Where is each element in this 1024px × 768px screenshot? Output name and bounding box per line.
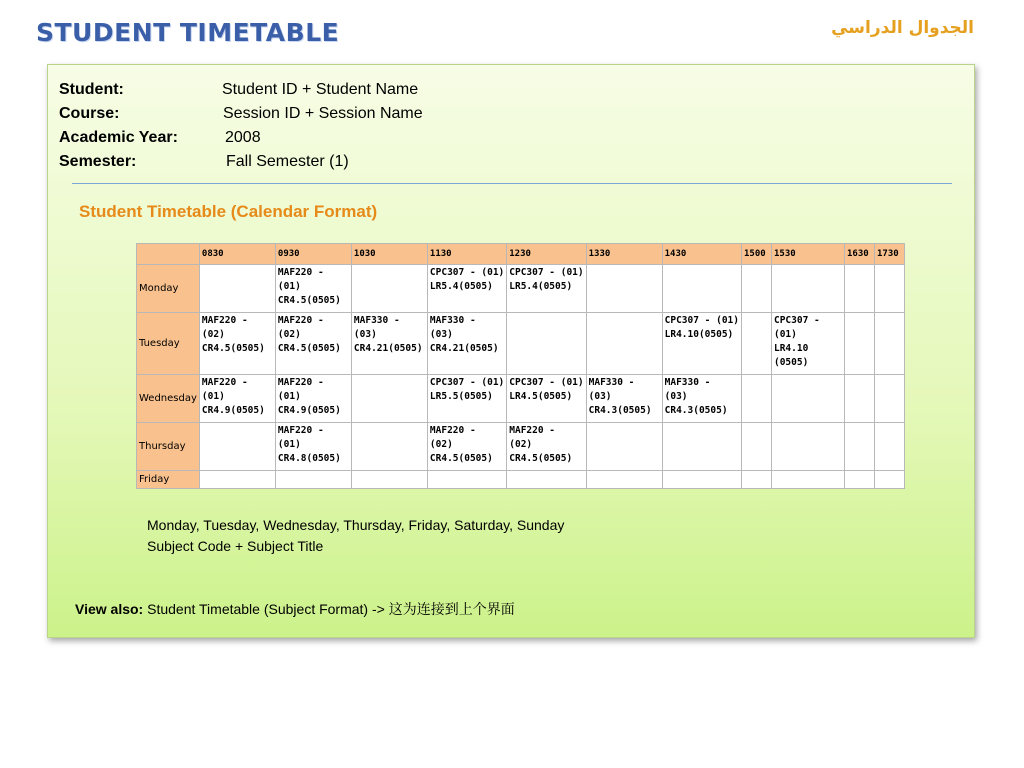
timetable-cell bbox=[275, 313, 351, 375]
header-cell: 1530 bbox=[771, 244, 844, 265]
view-also bbox=[75, 599, 515, 619]
day-cell: Monday bbox=[137, 265, 200, 313]
cell-text: MAF220 - (02) CR4.5(0505) bbox=[201, 315, 265, 354]
timetable-cell bbox=[586, 471, 662, 489]
timetable-cell bbox=[351, 265, 427, 313]
timetable-cell bbox=[586, 265, 662, 313]
timetable-cell bbox=[662, 313, 741, 375]
cell-text: MAF220 - (02) CR4.5(0505) bbox=[509, 425, 573, 464]
cell-text: MAF220 - (02) CR4.5(0505) bbox=[429, 425, 493, 464]
timetable-cell bbox=[427, 375, 506, 423]
header-cell bbox=[137, 244, 200, 265]
header-cell: 1130 bbox=[427, 244, 506, 265]
cell-text: MAF330 - (03) CR4.3(0505) bbox=[588, 377, 652, 416]
table-row bbox=[137, 423, 905, 471]
timetable-cell bbox=[771, 423, 844, 471]
arabic-title: الجدوال الدراسي bbox=[831, 18, 974, 38]
timetable-cell bbox=[844, 375, 874, 423]
info-value: 2008 bbox=[225, 129, 261, 146]
timetable-cell bbox=[507, 471, 586, 489]
note-days: Monday, Tuesday, Wednesday, Thursday, Friday, Saturday, Sunday bbox=[147, 517, 565, 533]
timetable-cell bbox=[662, 375, 741, 423]
timetable-cell bbox=[662, 423, 741, 471]
info-label: Academic Year: bbox=[59, 129, 178, 146]
cell-text: MAF330 - (03) CR4.21(0505) bbox=[429, 315, 499, 354]
page-title: STUDENT TIMETABLE bbox=[36, 18, 340, 47]
timetable-cell bbox=[874, 375, 904, 423]
timetable-cell bbox=[351, 423, 427, 471]
cell-text: MAF220 - (01) CR4.9(0505) bbox=[201, 377, 265, 416]
timetable-cell bbox=[427, 423, 506, 471]
header-cell: 1330 bbox=[586, 244, 662, 265]
timetable-cell bbox=[275, 265, 351, 313]
timetable-cell bbox=[351, 313, 427, 375]
timetable-cell bbox=[199, 313, 275, 375]
timetable-cell bbox=[844, 313, 874, 375]
cell-text: CPC307 - (01) LR4.5(0505) bbox=[509, 377, 584, 402]
cell-text: CPC307 - (01) LR5.5(0505) bbox=[429, 377, 505, 402]
timetable-cell bbox=[275, 375, 351, 423]
timetable-cell bbox=[844, 471, 874, 489]
table-row bbox=[137, 375, 905, 423]
timetable-cell bbox=[662, 265, 741, 313]
cell-text: MAF220 - (02) CR4.5(0505) bbox=[277, 315, 341, 354]
section-title: Student Timetable (Calendar Format) bbox=[79, 202, 378, 221]
cell-text: MAF220 - (01) CR4.8(0505) bbox=[277, 425, 341, 464]
day-cell: Thursday bbox=[137, 423, 200, 471]
timetable-header-row bbox=[137, 244, 905, 265]
timetable-cell bbox=[741, 313, 771, 375]
cell-text: CPC307 - (01) LR4.10 (0505) bbox=[773, 315, 820, 368]
timetable-cell bbox=[741, 471, 771, 489]
view-also-label: View also: bbox=[75, 601, 144, 617]
timetable-cell bbox=[771, 471, 844, 489]
timetable-cell bbox=[199, 423, 275, 471]
header-cell: 1630 bbox=[844, 244, 874, 265]
info-label: Course: bbox=[59, 105, 120, 122]
timetable-cell bbox=[741, 265, 771, 313]
info-value: Fall Semester (1) bbox=[226, 153, 349, 170]
timetable-cell bbox=[874, 265, 904, 313]
timetable-cell bbox=[275, 423, 351, 471]
cell-text: MAF220 - (01) CR4.5(0505) bbox=[277, 267, 341, 306]
header-cell: 1430 bbox=[662, 244, 741, 265]
timetable-cell bbox=[351, 471, 427, 489]
timetable-cell bbox=[874, 313, 904, 375]
notes bbox=[147, 515, 564, 557]
timetable-cell bbox=[199, 265, 275, 313]
cell-text: MAF330 - (03) CR4.21(0505) bbox=[353, 315, 423, 354]
note-subject: Subject Code + Subject Title bbox=[147, 538, 324, 554]
timetable-cell bbox=[507, 375, 586, 423]
cell-text: CPC307 - (01) LR4.10(0505) bbox=[664, 315, 739, 340]
timetable-cell bbox=[586, 375, 662, 423]
timetable-cell bbox=[844, 265, 874, 313]
content-panel bbox=[47, 64, 975, 638]
timetable-cell bbox=[874, 471, 904, 489]
header-cell: 0930 bbox=[275, 244, 351, 265]
timetable-cell bbox=[199, 375, 275, 423]
view-also-link[interactable]: Student Timetable (Subject Format) -> 这为连接到上个界面 bbox=[147, 601, 515, 617]
timetable bbox=[136, 243, 905, 489]
timetable-cell bbox=[771, 375, 844, 423]
timetable-cell bbox=[275, 471, 351, 489]
cell-text: CPC307 - (01) LR5.4(0505) bbox=[429, 267, 505, 292]
info-value: Session ID + Session Name bbox=[223, 105, 423, 122]
timetable-cell bbox=[507, 265, 586, 313]
timetable-cell bbox=[844, 423, 874, 471]
timetable-body bbox=[137, 265, 905, 489]
day-cell: Tuesday bbox=[137, 313, 200, 375]
timetable-cell bbox=[427, 265, 506, 313]
timetable-cell bbox=[507, 423, 586, 471]
timetable-cell bbox=[662, 471, 741, 489]
timetable-cell bbox=[771, 313, 844, 375]
timetable-cell bbox=[741, 375, 771, 423]
timetable-cell bbox=[427, 471, 506, 489]
cell-text: MAF220 - (01) CR4.9(0505) bbox=[277, 377, 341, 416]
table-row bbox=[137, 313, 905, 375]
timetable-cell bbox=[586, 313, 662, 375]
timetable-cell bbox=[741, 423, 771, 471]
cell-text: MAF330 - (03) CR4.3(0505) bbox=[664, 377, 728, 416]
header-cell: 1730 bbox=[874, 244, 904, 265]
divider bbox=[72, 183, 952, 184]
info-label: Student: bbox=[59, 81, 124, 98]
timetable-cell bbox=[507, 313, 586, 375]
timetable-cell bbox=[874, 423, 904, 471]
timetable-cell bbox=[351, 375, 427, 423]
header-cell: 0830 bbox=[199, 244, 275, 265]
timetable-cell bbox=[199, 471, 275, 489]
header-cell: 1500 bbox=[741, 244, 771, 265]
header-cell: 1230 bbox=[507, 244, 586, 265]
timetable-cell bbox=[586, 423, 662, 471]
day-cell: Friday bbox=[137, 471, 200, 489]
info-value: Student ID + Student Name bbox=[222, 81, 419, 98]
timetable-cell bbox=[427, 313, 506, 375]
timetable-cell bbox=[771, 265, 844, 313]
table-row bbox=[137, 265, 905, 313]
cell-text: CPC307 - (01) LR5.4(0505) bbox=[509, 267, 584, 292]
table-row bbox=[137, 471, 905, 489]
day-cell: Wednesday bbox=[137, 375, 200, 423]
header-cell: 1030 bbox=[351, 244, 427, 265]
info-label: Semester: bbox=[59, 153, 137, 170]
